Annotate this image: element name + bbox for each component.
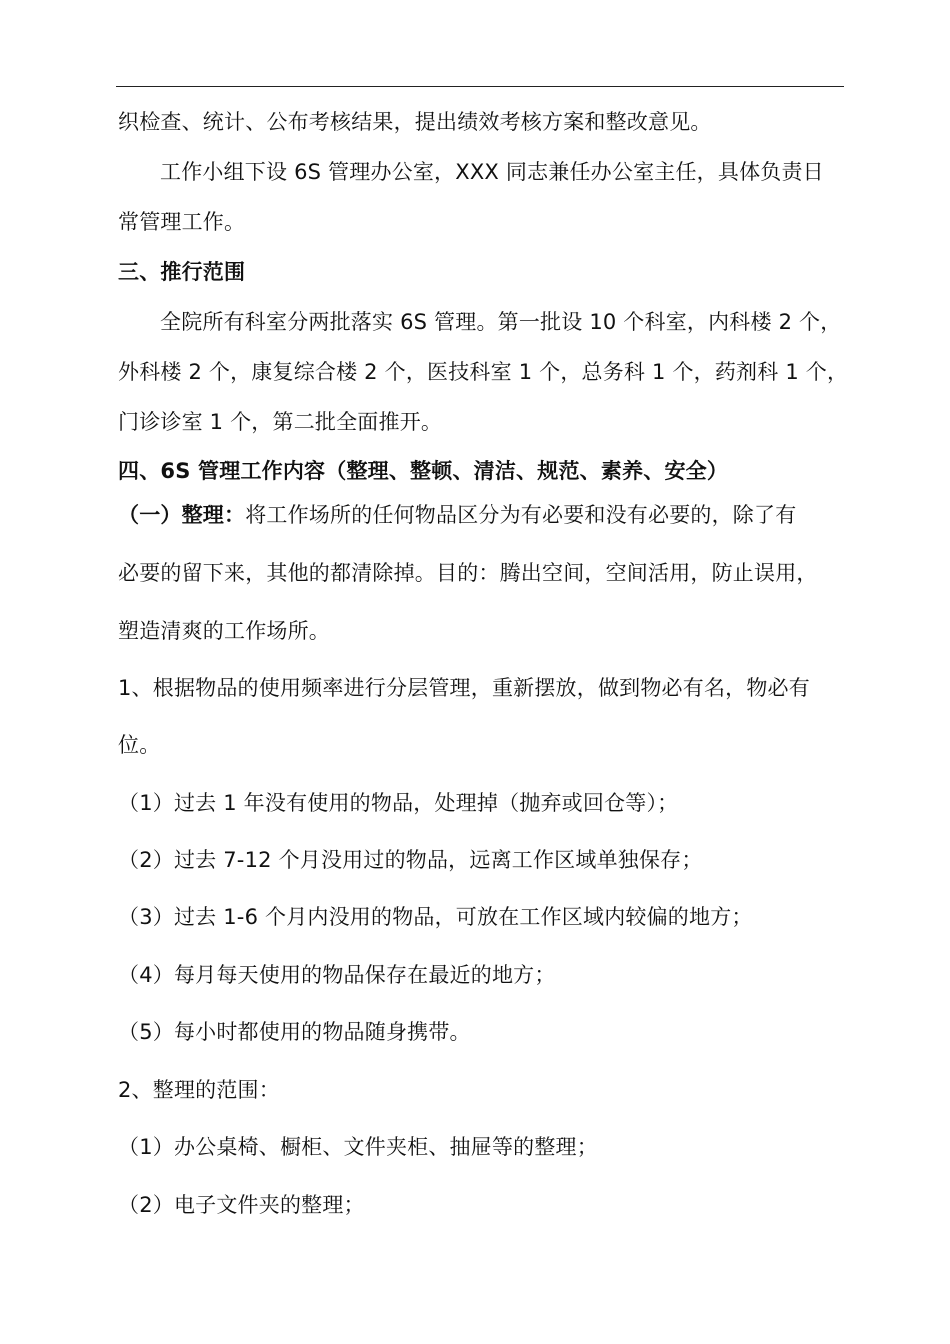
list-item: （2）过去 7-12 个月没用过的物品，远离工作区域单独保存； — [118, 848, 703, 872]
subsection-text: 将工作场所的任何物品区分为有必要和没有必要的，除了有 — [245, 503, 797, 527]
text-line: 全院所有科室分两批落实 6S 管理。第一批设 10 个科室，内科楼 2 个， — [160, 310, 842, 334]
text-line: 塑造清爽的工作场所。 — [118, 619, 330, 643]
text-line: 常管理工作。 — [118, 210, 246, 234]
text-line: 门诊诊室 1 个，第二批全面推开。 — [118, 410, 443, 434]
section-heading: 三、推行范围 — [118, 260, 246, 284]
text-line: 1、根据物品的使用频率进行分层管理，重新摆放，做到物必有名，物必有 — [118, 676, 810, 700]
section-heading: 四、6S 管理工作内容（整理、整顿、清洁、规范、素养、安全） — [118, 459, 729, 483]
list-item: （1）办公桌椅、橱柜、文件夹柜、抽屉等的整理； — [118, 1135, 598, 1159]
text-line: 2、整理的范围： — [118, 1078, 280, 1102]
text-line: 工作小组下设 6S 管理办公室，XXX 同志兼任办公室主任，具体负责日 — [160, 160, 824, 184]
subsection-label: （一）整理： — [118, 503, 246, 527]
text-line: 必要的留下来，其他的都清除掉。目的：腾出空间，空间活用，防止误用， — [118, 561, 818, 585]
list-item: （4）每月每天使用的物品保存在最近的地方； — [118, 963, 556, 987]
list-item: （3）过去 1-6 个月内没用的物品，可放在工作区域内较偏的地方； — [118, 905, 753, 929]
header-rule — [116, 86, 844, 87]
text-line: 织检查、统计、公布考核结果，提出绩效考核方案和整改意见。 — [118, 110, 712, 134]
subsection-line — [118, 501, 796, 529]
list-item: （5）每小时都使用的物品随身携带。 — [118, 1020, 471, 1044]
list-item: （2）电子文件夹的整理； — [118, 1193, 365, 1217]
list-item: （1）过去 1 年没有使用的物品，处理掉（抛弃或回仓等）； — [118, 791, 679, 815]
text-line: 位。 — [118, 733, 161, 757]
text-line: 外科楼 2 个，康复综合楼 2 个，医技科室 1 个，总务科 1 个，药剂科 1 个， — [118, 360, 849, 384]
